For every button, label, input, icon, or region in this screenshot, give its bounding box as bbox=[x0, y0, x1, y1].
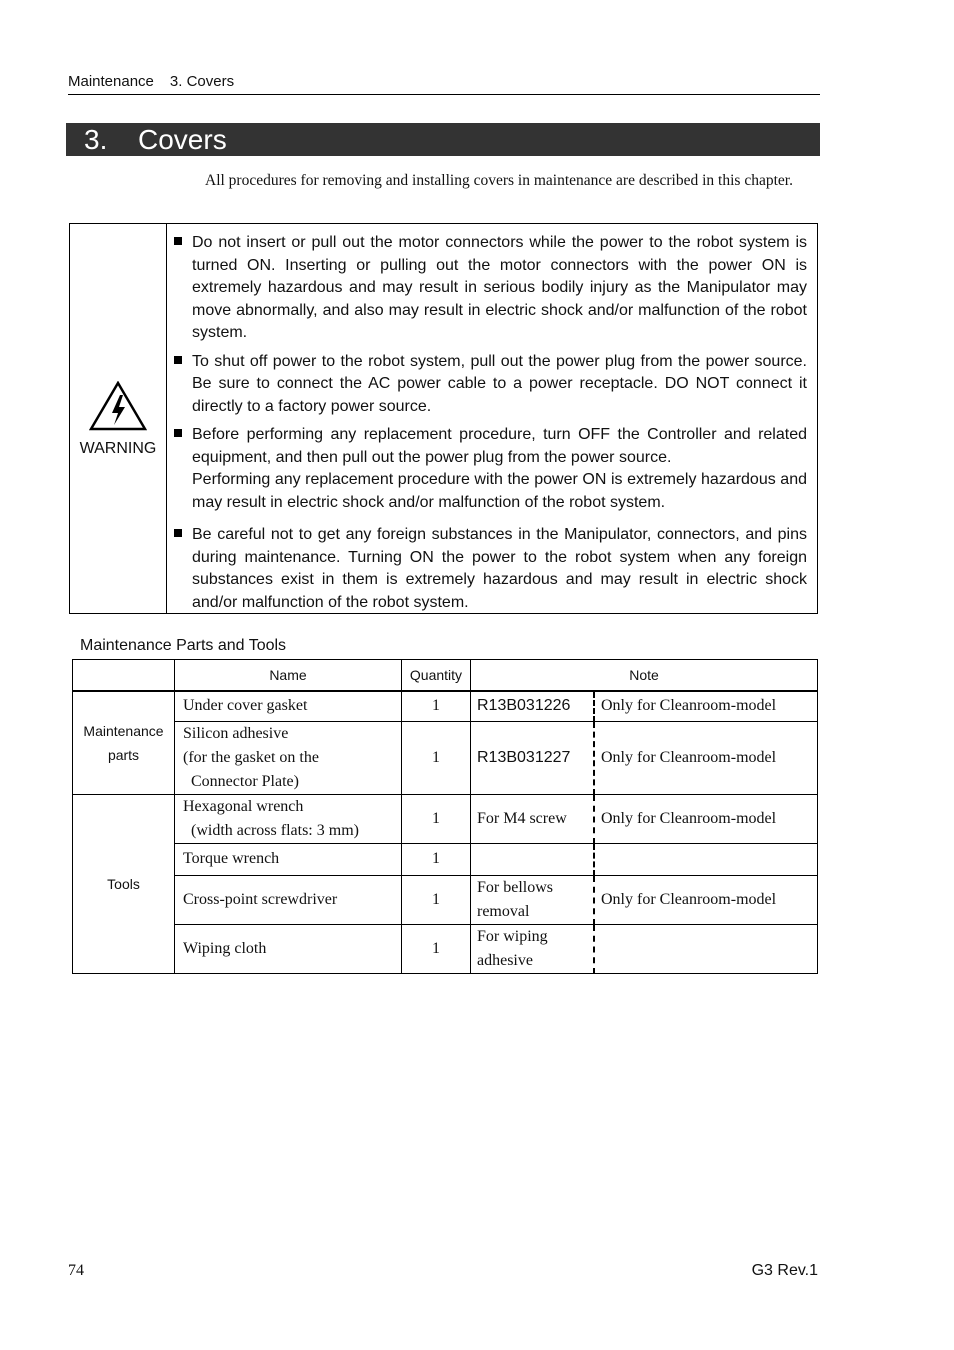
cell-name bbox=[175, 721, 402, 794]
header-quantity: Quantity bbox=[402, 660, 471, 692]
chapter-number: 3. bbox=[84, 124, 108, 155]
group-label: Maintenance bbox=[83, 722, 164, 739]
cell-quantity: 1 bbox=[402, 843, 471, 875]
warning-item bbox=[174, 524, 807, 614]
cell-name bbox=[175, 924, 402, 973]
cell-note-remark: Only for Cleanroom-model bbox=[594, 875, 818, 924]
table-row bbox=[73, 843, 818, 875]
bullet-square-icon bbox=[174, 356, 182, 364]
warning-item-text: Before performing any replacement procedure, turn OFF the Controller and related equipment, and then pull out the power plug from the power source. bbox=[192, 426, 807, 466]
warning-box bbox=[69, 223, 818, 614]
cell-quantity: 1 bbox=[402, 721, 471, 794]
page-number: 74 bbox=[68, 1262, 84, 1279]
cell-note-code: R13B031226 bbox=[471, 691, 595, 721]
cell-name bbox=[175, 691, 402, 721]
cell-note-code: For wiping adhesive bbox=[471, 924, 595, 973]
header-name: Name bbox=[175, 660, 402, 692]
warning-item bbox=[174, 424, 807, 514]
warning-item bbox=[174, 351, 807, 419]
name-line: Connector Plate) bbox=[191, 772, 299, 790]
cell-note-code: R13B031227 bbox=[471, 721, 595, 794]
warning-items bbox=[174, 232, 807, 620]
parts-table bbox=[72, 659, 818, 974]
cell-note-remark bbox=[594, 843, 818, 875]
name-line: (width across flats: 3 mm) bbox=[191, 821, 359, 839]
cell-quantity: 1 bbox=[402, 924, 471, 973]
name-line: (for the gasket on the bbox=[183, 748, 319, 766]
high-voltage-warning-icon bbox=[89, 381, 147, 431]
bullet-square-icon bbox=[174, 529, 182, 537]
cell-quantity: 1 bbox=[402, 691, 471, 721]
table-row bbox=[73, 794, 818, 843]
cell-name bbox=[175, 875, 402, 924]
name-line: Wiping cloth bbox=[183, 939, 267, 957]
table-row bbox=[73, 721, 818, 794]
cell-name bbox=[175, 794, 402, 843]
table-caption: Maintenance Parts and Tools bbox=[80, 637, 287, 654]
name-line: Cross-point screwdriver bbox=[183, 890, 338, 908]
warning-label: WARNING bbox=[79, 440, 157, 457]
name-line: Under cover gasket bbox=[183, 697, 308, 715]
warning-item-text: Performing any replacement procedure with the power ON is extremely hazardous and may result in electric shock and/or malfunction of the robot system. bbox=[192, 471, 807, 511]
cell-note-remark bbox=[594, 924, 818, 973]
header-chapter: 3. Covers bbox=[169, 73, 235, 90]
table-row bbox=[73, 924, 818, 973]
table-row bbox=[73, 875, 818, 924]
document-revision: G3 Rev.1 bbox=[751, 1262, 818, 1279]
warning-item bbox=[174, 232, 807, 345]
table-row bbox=[73, 691, 818, 721]
header-note: Note bbox=[471, 660, 818, 692]
cell-note-remark: Only for Cleanroom-model bbox=[594, 721, 818, 794]
bullet-square-icon bbox=[174, 237, 182, 245]
cell-note-remark: Only for Cleanroom-model bbox=[594, 794, 818, 843]
warning-item-text: To shut off power to the robot system, pull out the power plug from the power source. Be sure to connect the AC power cable to a power receptacle. DO NOT connect it directly to a factory power source. bbox=[192, 352, 807, 415]
cell-quantity: 1 bbox=[402, 875, 471, 924]
cell-note-code bbox=[471, 843, 595, 875]
header-blank bbox=[73, 660, 175, 692]
name-line: Hexagonal wrench bbox=[183, 797, 304, 815]
warning-item-text: Do not insert or pull out the motor connectors while the power to the robot system is turned ON. Inserting or pulling out the motor connectors with the power ON is extremely hazardous and may result in serious bodily injury as the Manipulator may move abnormally, and also may result in electric shock and/or malfunction of the robot system. bbox=[192, 234, 807, 341]
group-label: parts bbox=[107, 746, 140, 763]
name-line: Torque wrench bbox=[183, 850, 280, 867]
cell-quantity: 1 bbox=[402, 794, 471, 843]
cell-note-code: For M4 screw bbox=[471, 794, 595, 843]
warning-item-text: Be careful not to get any foreign substances in the Manipulator, connectors, and pins during maintenance. Turning ON the power to the robot system when any foreign substances exist in them is extremely hazardous and may result in electric shock and/or malfunction of the robot system. bbox=[192, 526, 807, 611]
chapter-title: Covers bbox=[138, 124, 227, 155]
warning-label-cell bbox=[70, 224, 167, 613]
cell-name bbox=[175, 843, 402, 875]
name-line: Silicon adhesive bbox=[183, 724, 289, 742]
cell-note-code: For bellows removal bbox=[471, 875, 595, 924]
intro-paragraph: All procedures for removing and installing covers in maintenance are described in this chapter. bbox=[205, 172, 793, 189]
bullet-square-icon bbox=[174, 429, 182, 437]
group-tools: Tools bbox=[73, 794, 175, 973]
group-maintenance-parts bbox=[73, 691, 175, 794]
chapter-title-bar bbox=[66, 123, 820, 156]
header-section: Maintenance bbox=[68, 73, 154, 90]
running-header bbox=[68, 73, 820, 95]
cell-note-remark: Only for Cleanroom-model bbox=[594, 691, 818, 721]
table-header-row bbox=[73, 660, 818, 692]
